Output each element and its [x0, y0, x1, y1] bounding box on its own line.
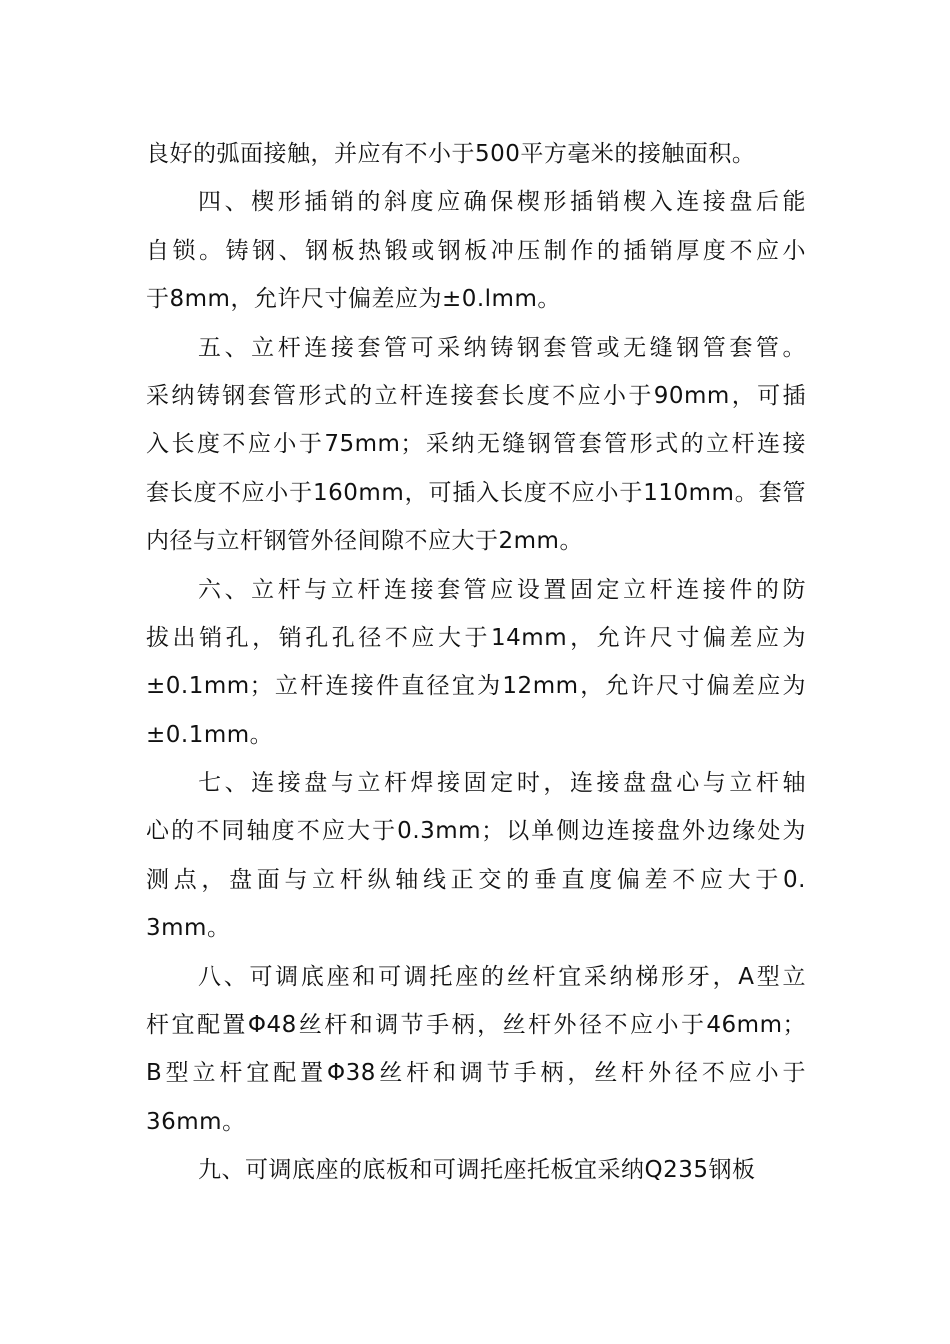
- text-line: 四、楔形插销的斜度应确保楔形插销楔入连接盘后能: [198, 189, 806, 216]
- paragraph-6-pin-hole: [146, 566, 806, 760]
- text-line: 于8mm，允许尺寸偏差应为±0.lmm。: [146, 286, 561, 313]
- text-line: 自锁。铸钢、钢板热锻或钢板冲压制作的插销厚度不应小: [146, 237, 806, 264]
- text-line: 拔出销孔，销孔孔径不应大于14mm，允许尺寸偏差应为: [146, 624, 806, 651]
- text-line: 心的不同轴度不应大于0.3mm；以单侧边连接盘外边缘处为: [146, 818, 806, 845]
- text-line: 六、立杆与立杆连接套管应设置固定立杆连接件的防: [198, 576, 806, 603]
- paragraph-8-screw: [146, 953, 806, 1147]
- paragraph-9-base-plate: [146, 1146, 806, 1194]
- paragraph-7-welding: [146, 759, 806, 953]
- text-line: 内径与立杆钢管外径间隙不应大于2mm。: [146, 528, 583, 555]
- text-line: 八、可调底座和可调托座的丝杆宜采纳梯形牙，A型立: [198, 963, 806, 990]
- text-line: 测点，盘面与立杆纵轴线正交的垂直度偏差不应大于0.: [146, 866, 806, 893]
- text-line: 3mm。: [146, 915, 231, 942]
- text-line: 杆宜配置Φ48丝杆和调节手柄，丝杆外径不应小于46mm；: [146, 1012, 806, 1039]
- text-line: 五、立杆连接套管可采纳铸钢套管或无缝钢管套管。: [198, 334, 806, 361]
- text-line: 七、连接盘与立杆焊接固定时，连接盘盘心与立杆轴: [198, 770, 806, 797]
- paragraph-5-sleeve: [146, 324, 806, 566]
- paragraph-contact-area: [146, 130, 806, 178]
- paragraph-4-wedge-pin: [146, 178, 806, 323]
- text-line: ±0.1mm；立杆连接件直径宜为12mm，允许尺寸偏差应为: [146, 673, 806, 700]
- text-line: 套长度不应小于160mm，可插入长度不应小于110mm。套管: [146, 479, 806, 506]
- text-line: ±0.1mm。: [146, 721, 274, 748]
- text-line: 入长度不应小于75mm；采纳无缝钢管套管形式的立杆连接: [146, 431, 806, 458]
- text-line: B型立杆宜配置Φ38丝杆和调节手柄，丝杆外径不应小于: [146, 1060, 806, 1087]
- text-line: 良好的弧面接触，并应有不小于500平方毫米的接触面积。: [146, 141, 756, 167]
- text-line: 采纳铸钢套管形式的立杆连接套长度不应小于90mm，可插: [146, 382, 806, 409]
- text-line: 九、可调底座的底板和可调托座托板宜采纳Q235钢板: [198, 1157, 756, 1184]
- text-line: 36mm。: [146, 1108, 246, 1135]
- document-body: [146, 130, 806, 1195]
